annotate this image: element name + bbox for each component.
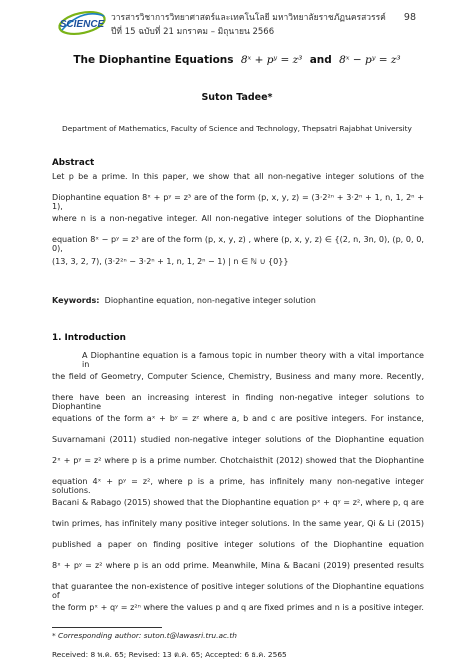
journal-logo (56, 6, 108, 40)
title-equation-1: 8ˣ + pʸ = z³ (240, 54, 303, 66)
journal-name: วารสารวิชาการวิทยาศาสตร์และเทคโนโลยี มหาวิทยาลัยราชภัฏนครสวรรค์ (111, 13, 386, 23)
journal-header (111, 11, 386, 39)
keywords-text: Diophantine equation, non-negative integer solution (104, 296, 316, 305)
keywords-label: Keywords: (52, 296, 100, 305)
received-dates: Received: 8 พ.ค. 65; Revised: 13 ต.ค. 65; Accepted: 6 ธ.ค. 2565 (52, 650, 287, 659)
title-prefix: The Diophantine Equations (73, 54, 234, 66)
intro-line: 8ˣ + pʸ = z² where p is an odd prime. Meanwhile, Mina & Bacani (2019) presented results (52, 561, 424, 570)
author-name: Suton Tadee* (201, 92, 273, 103)
intro-line: published a paper on finding positive integer solutions of the Diophantine equation (52, 540, 424, 549)
paper-title (0, 54, 474, 66)
corresponding-author: * Corresponding author: suton.t@lawasri.tru.ac.th (52, 631, 237, 640)
intro-line: Bacani & Rabago (2015) showed that the Diophantine equation pˣ + qʸ = z², where p, q are (52, 498, 424, 507)
intro-line: 2ˣ + pʸ = z² where p is a prime number. Chotchaisthit (2012) showed that the Diophantine (52, 456, 424, 465)
footnote-rule (52, 627, 162, 628)
abstract-line: equation 8ˣ − pʸ = z³ are of the form (p, x, y, z) , where (p, x, y, z) ∈ {(2, n, 3n, 0), (p, 0, 0, 0), (52, 235, 424, 253)
intro-line: A Diophantine equation is a famous topic in number theory with a vital importance in (82, 351, 424, 369)
section-heading-introduction: 1. Introduction (52, 333, 126, 343)
intro-line: twin primes, has infinitely many positive integer solutions. In the same year, Qi & Li (2015) (52, 519, 424, 528)
abstract-line: Diophantine equation 8ˣ + pʸ = z³ are of the form (p, x, y, z) = (3·2²ⁿ + 3·2ⁿ + 1, n, 1, 2ⁿ + 1), (52, 193, 424, 211)
abstract-line: Let p be a prime. In this paper, we show that all non-negative integer solutions of the (52, 172, 424, 181)
keywords (52, 296, 424, 305)
intro-line: equations of the form aˣ + bʸ = zᶻ where a, b and c are positive integers. For instance, (52, 414, 424, 423)
abstract-line: where n is a non-negative integer. All non-negative integer solutions of the Diophantine (52, 214, 424, 223)
intro-line: that guarantee the non-existence of positive integer solutions of the Diophantine equations of (52, 582, 424, 600)
intro-line: Suvarnamani (2011) studied non-negative integer solutions of the Diophantine equation (52, 435, 424, 444)
logo-text: SCIENCE (59, 19, 105, 30)
abstract-line: (13, 3, 2, 7), (3·2²ⁿ − 3·2ⁿ + 1, n, 1, 2ⁿ − 1) | n ∈ ℕ ∪ {0}} (52, 257, 289, 266)
title-joiner: and (309, 54, 332, 66)
abstract-heading: Abstract (52, 158, 95, 168)
intro-line: equation 4ˣ + pʸ = z², where p is a prime, has infinitely many non-negative integer solutions. (52, 477, 424, 495)
intro-line: there have been an increasing interest in finding non-negative integer solutions to Diophantine (52, 393, 424, 411)
author-affiliation: Department of Mathematics, Faculty of Science and Technology, Thepsatri Rajabhat University (62, 124, 412, 133)
intro-line: the field of Geometry, Computer Science, Chemistry, Business and many more. Recently, (52, 372, 424, 381)
title-equation-2: 8ˣ − pʸ = z³ (339, 54, 401, 66)
intro-line: the form pˣ + qʸ = z²ⁿ where the values p and q are fixed primes and n is a positive integer. (52, 603, 424, 612)
page-number: 98 (403, 12, 416, 23)
journal-issue: ปีที่ 15 ฉบับที่ 21 มกราคม – มิถุนายน 2566 (111, 27, 275, 37)
